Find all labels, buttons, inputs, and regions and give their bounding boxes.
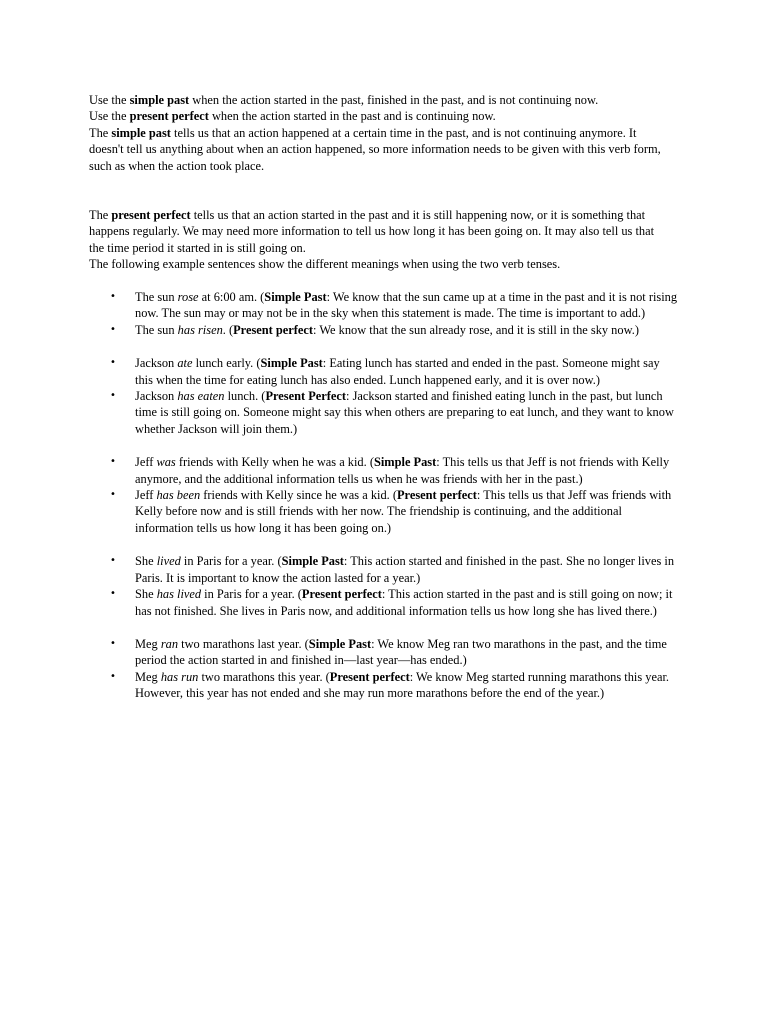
bold-term: present perfect: [111, 208, 191, 222]
text-run: : We know that the sun came up at a time in the past and it is not rising now. The sun may or may not be in the sky when this statement is made. The time is important to add.): [135, 290, 678, 321]
text-run: . (: [222, 322, 234, 337]
bold-term: Present perfect: [301, 587, 382, 602]
italic-verb: has been: [156, 488, 201, 503]
bold-term: simple past: [111, 125, 171, 140]
text-run: two marathons last year. (: [178, 636, 309, 651]
italic-verb: lived: [156, 554, 181, 569]
text-run: The: [89, 208, 112, 222]
text-run: : Eating lunch has started and ended in the past. Someone might say this when the time for eating lunch has also ended. Lunch happened early, and it is over now.): [135, 356, 660, 387]
italic-verb: has run: [160, 669, 199, 684]
example-list: [110, 289, 680, 702]
text-run: She: [135, 554, 157, 569]
text-run: when the action started in the past and is continuing now.: [208, 109, 496, 124]
text-run: : This action started in the past and is still going on now; it has not finished. She lives in Paris now, and additional information tells us how long she has lived there.): [135, 587, 673, 618]
text-run: lunch early. (: [192, 356, 261, 371]
bold-term: Simple Past: [260, 356, 323, 371]
text-run: Jeff: [135, 455, 157, 470]
text-run: two marathons this year. (: [198, 669, 330, 684]
group-spacer: [110, 536, 680, 553]
example-item: [110, 487, 680, 536]
bold-term: Present perfect: [233, 322, 314, 337]
bullet-icon: •: [110, 555, 116, 567]
example-group: [110, 553, 680, 619]
example-item: [110, 388, 680, 437]
bullet-icon: •: [110, 670, 116, 682]
bullet-icon: •: [110, 456, 116, 468]
text-run: She: [135, 587, 157, 602]
example-group: [110, 454, 680, 536]
text-run: Use the: [89, 109, 130, 124]
bullet-icon: •: [110, 489, 116, 501]
text-run: when the action started in the past, finished in the past, and is not continuing now.: [189, 93, 599, 107]
bold-term: Simple Past: [281, 554, 344, 569]
text-run: at 6:00 am. (: [198, 290, 265, 304]
group-spacer: [110, 619, 680, 636]
bullet-icon: •: [110, 357, 116, 369]
italic-verb: ran: [160, 636, 179, 651]
present-perfect-paragraph: [89, 256, 669, 272]
italic-verb: ate: [177, 356, 193, 371]
example-group: [110, 289, 680, 338]
text-run: : This tells us that Jeff is not friends with Kelly anymore, and the additional information tells us when he was friends with her in the past.): [135, 455, 670, 486]
intro-paragraph: [89, 108, 669, 124]
example-item: [110, 586, 680, 619]
text-run: The following example sentences show the different meanings when using the two verb tenses.: [89, 257, 561, 272]
example-group: [110, 355, 680, 437]
bold-term: Simple Past: [264, 290, 327, 304]
text-run: : We know Meg ran two marathons in the past, and the time period the action started in and finished in—last year—has ended.): [135, 636, 667, 668]
bullet-icon: •: [110, 390, 116, 402]
text-run: friends with Kelly when he was a kid. (: [175, 455, 374, 470]
text-run: : This action started and finished in the past. She no longer lives in Paris. It is important to know the action lasted for a year.): [135, 554, 675, 585]
text-run: Meg: [135, 636, 161, 651]
example-item: [110, 289, 680, 322]
bullet-icon: •: [110, 588, 116, 600]
italic-verb: has lived: [156, 587, 202, 602]
intro-paragraph: [89, 92, 669, 108]
bullet-icon: •: [110, 637, 116, 649]
present-perfect-paragraph: [89, 207, 669, 256]
example-group: [110, 636, 680, 702]
present-perfect-section: [89, 207, 669, 273]
bold-term: Simple Past: [308, 636, 372, 651]
bold-term: simple past: [129, 93, 190, 107]
text-run: : We know Meg started running marathons this year. However, this year has not ended and she may run more marathons before the end of the year.): [135, 669, 669, 701]
text-run: in Paris for a year. (: [201, 587, 302, 602]
italic-verb: has eaten: [177, 389, 225, 404]
text-run: : This tells us that Jeff was friends with Kelly before now and is still friends with her now. The friendship is continuing, and the additional information tells us how long it has been going on.): [135, 488, 672, 535]
text-run: The sun: [135, 290, 178, 304]
text-run: Jeff: [135, 488, 157, 503]
bullet-icon: •: [110, 323, 116, 335]
text-run: : We know that the sun already rose, and it is still in the sky now.): [313, 322, 639, 337]
text-run: tells us that an action happened at a certain time in the past, and is not continuing anymore. It doesn't tell us anything about when an action happened, so more information needs to be given with this verb form, such as when the action took place.: [89, 125, 661, 173]
bold-term: Present perfect: [396, 488, 477, 503]
bold-term: Present Perfect: [265, 389, 347, 404]
text-run: in Paris for a year. (: [180, 554, 282, 569]
italic-verb: was: [156, 455, 176, 470]
text-run: The sun: [135, 322, 178, 337]
group-spacer: [110, 338, 680, 355]
example-item: [110, 636, 680, 669]
text-run: tells us that an action started in the past and it is still happening now, or it is something that happens regularly. We may need more information to tell us how long it has been going on. It may also tell us that the time period it started in is still going on.: [89, 208, 655, 255]
text-run: Jackson: [135, 389, 178, 404]
bold-term: Present perfect: [329, 669, 410, 684]
text-run: Meg: [135, 669, 161, 684]
bold-term: present perfect: [129, 109, 209, 124]
bullet-icon: •: [110, 291, 116, 302]
example-item: [110, 454, 680, 487]
example-item: [110, 553, 680, 586]
bold-term: Simple Past: [373, 455, 437, 470]
example-item: [110, 355, 680, 388]
example-item: [110, 669, 680, 702]
text-run: The: [89, 125, 112, 140]
text-run: lunch. (: [224, 389, 266, 404]
italic-verb: has risen: [177, 322, 223, 337]
intro-paragraph: [89, 125, 669, 174]
italic-verb: rose: [177, 290, 199, 304]
example-item: [110, 322, 680, 338]
intro-section: [89, 92, 669, 174]
text-run: Use the: [89, 93, 130, 107]
group-spacer: [110, 437, 680, 454]
text-run: : Jackson started and finished eating lunch in the past, but lunch time is still going on. Someone might say this when others are preparing to eat lunch, and they want to know whether Jackson will join them.): [135, 389, 674, 436]
text-run: friends with Kelly since he was a kid. (: [200, 488, 397, 503]
text-run: Jackson: [135, 356, 178, 371]
